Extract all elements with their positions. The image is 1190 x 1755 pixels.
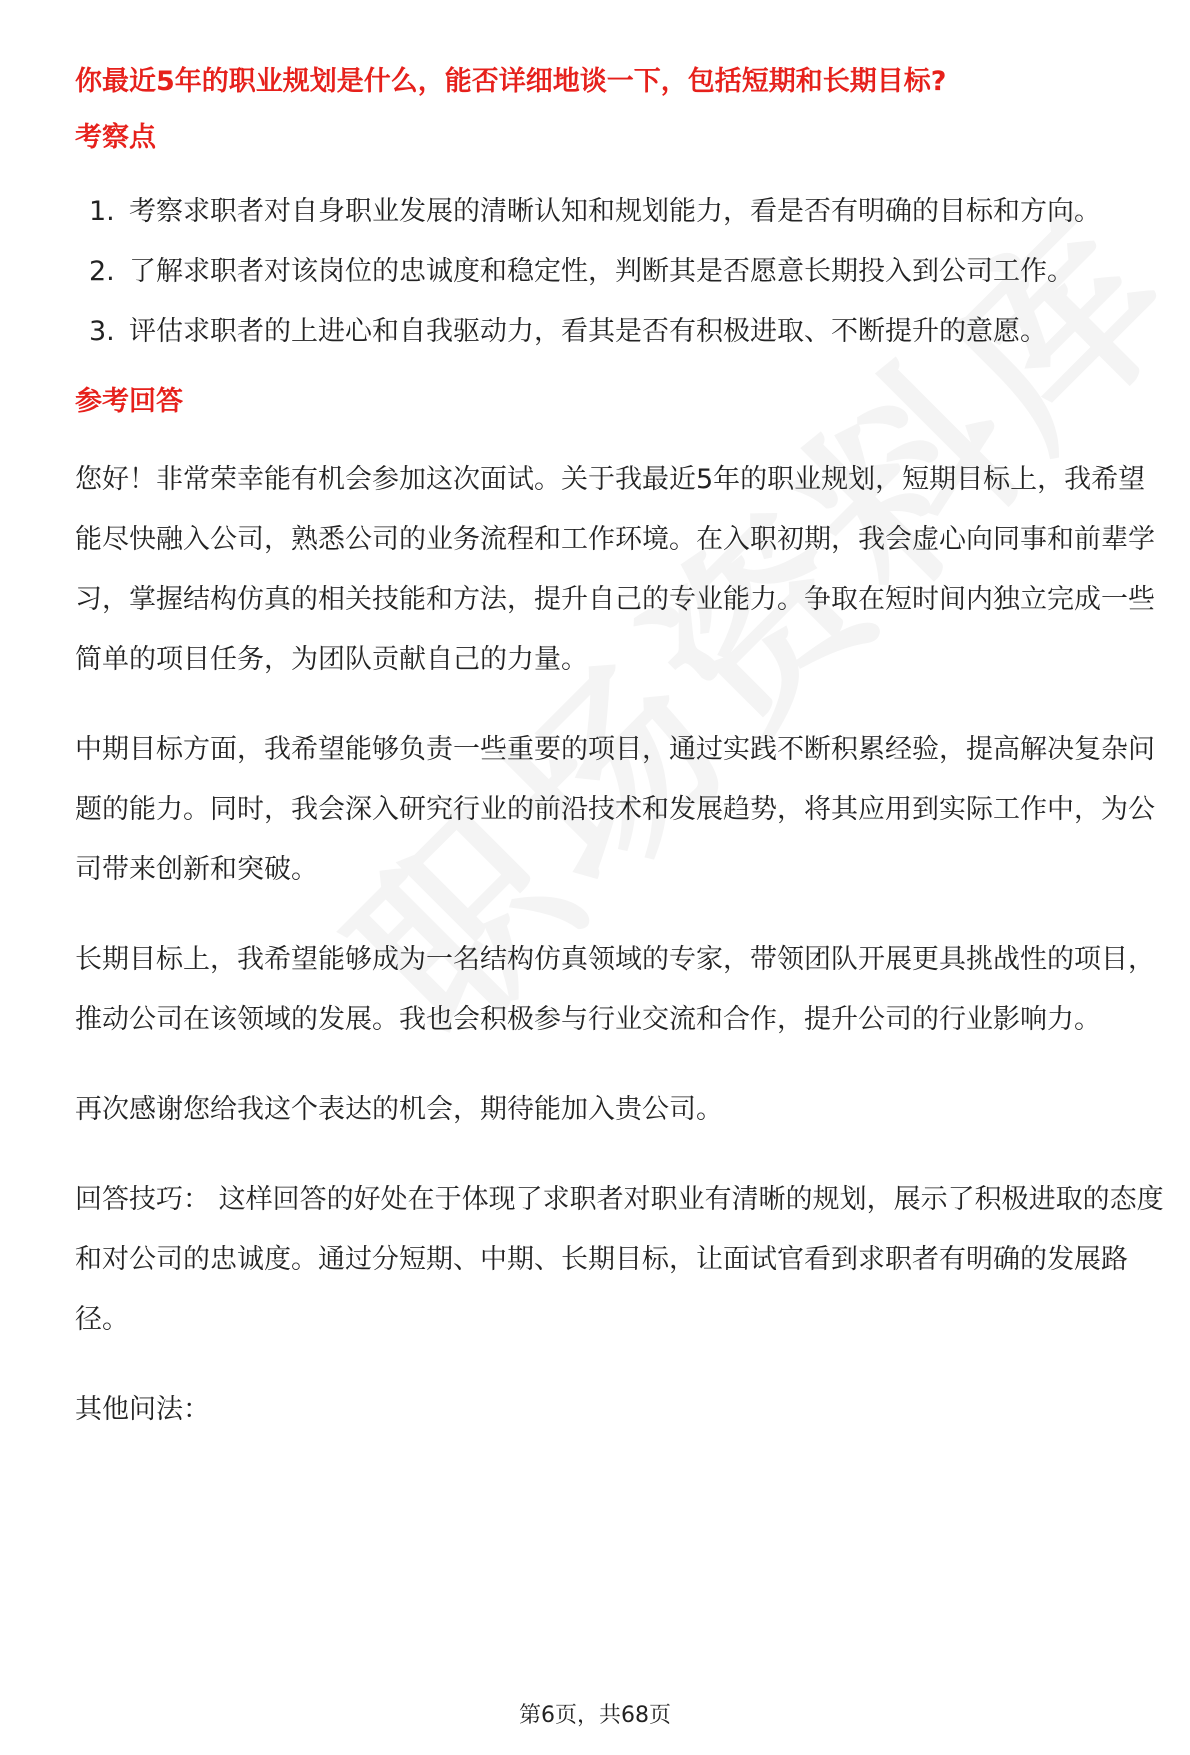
list-text: 了解求职者对该岗位的忠诚度和稳定性，判断其是否愿意长期投入到公司工作。	[129, 256, 1074, 287]
list-item	[75, 182, 1165, 242]
other-phrasings-label: 其他问法：	[75, 1394, 210, 1425]
list-number: 2.	[89, 256, 115, 287]
list-number: 3.	[89, 316, 115, 347]
list-number: 1.	[89, 196, 115, 227]
question-title: 你最近5年的职业规划是什么，能否详细地谈一下，包括短期和长期目标?	[75, 66, 947, 97]
answer-paragraph: 长期目标上，我希望能够成为一名结构仿真领域的专家，带领团队开展更具挑战性的项目，推动公司在该领域的发展。我也会积极参与行业交流和合作，提升公司的行业影响力。	[75, 944, 1155, 1035]
examine-points-list	[75, 182, 1165, 362]
document-content	[75, 60, 1165, 1470]
page-number-footer: 第6页，共68页	[519, 1703, 671, 1728]
answer-tips-paragraph: 回答技巧： 这样回答的好处在于体现了求职者对职业有清晰的规划，展示了积极进取的态度和对公司的忠诚度。通过分短期、中期、长期目标，让面试官看到求职者有明确的发展路径。	[75, 1184, 1164, 1335]
answer-paragraph: 中期目标方面，我希望能够负责一些重要的项目，通过实践不断积累经验，提高解决复杂问题的能力。同时，我会深入研究行业的前沿技术和发展趋势，将其应用到实际工作中，为公司带来创新和突破。	[75, 734, 1155, 885]
answer-paragraph: 再次感谢您给我这个表达的机会，期待能加入贵公司。	[75, 1094, 723, 1125]
list-text: 评估求职者的上进心和自我驱动力，看其是否有积极进取、不断提升的意愿。	[129, 316, 1047, 347]
list-text: 考察求职者对自身职业发展的清晰认知和规划能力，看是否有明确的目标和方向。	[129, 196, 1101, 227]
list-item	[75, 242, 1165, 302]
section-heading-answer: 参考回答	[75, 386, 183, 417]
list-item	[75, 302, 1165, 362]
answer-paragraph: 您好！非常荣幸能有机会参加这次面试。关于我最近5年的职业规划，短期目标上，我希望能尽快融入公司，熟悉公司的业务流程和工作环境。在入职初期，我会虚心向同事和前辈学习，掌握结构仿真的相关技能和方法，提升自己的专业能力。争取在短时间内独立完成一些简单的项目任务，为团队贡献自己的力量。	[75, 464, 1155, 675]
section-heading-examine: 考察点	[75, 122, 156, 153]
